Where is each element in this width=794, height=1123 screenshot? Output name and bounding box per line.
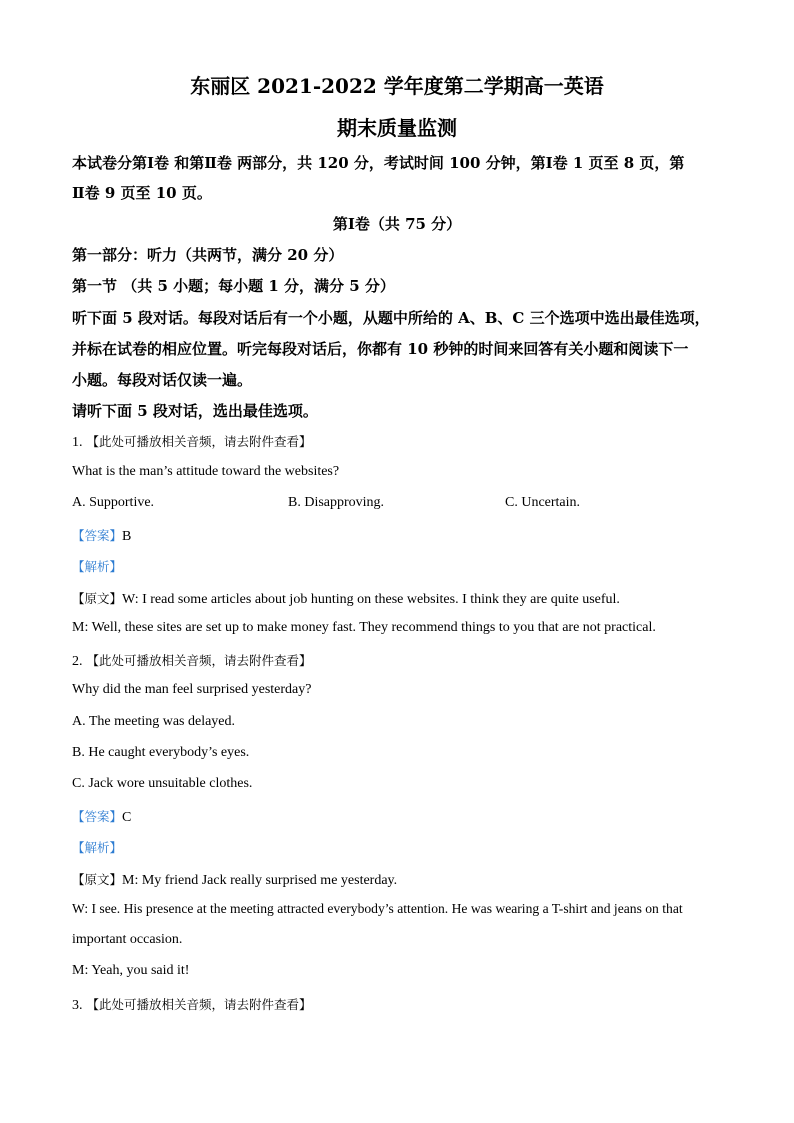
question-3-header [72,995,312,1014]
audio-note[interactable]: 【此处可播放相关音频，请去附件查看】 [86,434,312,449]
question-2-transcript-2: W: I see. His presence at the meeting attracted everybody’s attention. He was wearing a T-shirt and jeans on that [72,901,683,916]
question-number: 3. [72,998,83,1013]
instruction-line-1: 听下面 5 段对话。每段对话后有一个小题，从题中所给的 A、B、C 三个选项中选出最佳选项， [72,309,710,327]
question-number: 1. [72,435,83,450]
question-1-answer [72,526,131,545]
instruction-line-4: 请听下面 5 段对话，选出最佳选项。 [72,402,318,420]
page-title: 东丽区 2021-2022 学年度第二学期高一英语 [190,74,604,98]
question-2-option-a: A. The meeting was delayed. [72,714,236,729]
transcript-label: 【原文】 [72,591,123,606]
question-2-transcript-4: M: Yeah, you said it! [72,963,190,978]
analysis-label: 【解析】 [72,559,123,574]
answer-value: C [122,810,132,825]
question-1-analysis [72,557,122,576]
transcript-label: 【原文】 [72,872,123,887]
audio-note[interactable]: 【此处可播放相关音频，请去附件查看】 [86,653,312,668]
question-2-option-c: C. Jack wore unsuitable clothes. [72,776,253,791]
answer-label: 【答案】 [72,528,123,543]
question-2-transcript-1 [72,870,397,889]
question-1-transcript-2: M: Well, these sites are set up to make money fast. They recommend things to you that are not practical. [72,620,656,635]
audio-note[interactable]: 【此处可播放相关音频，请去附件查看】 [86,997,312,1012]
question-2-analysis [72,838,122,857]
page-subtitle: 期末质量监测 [337,116,457,140]
question-1-option-a: A. Supportive. [72,495,155,510]
transcript-text: M: My friend Jack really surprised me yesterday. [122,873,398,888]
instruction-line-2: 并标在试卷的相应位置。听完每段对话后，你都有 10 秒钟的时间来回答有关小题和阅读下一 [72,340,689,358]
question-1-option-c: C. Uncertain. [505,495,581,510]
intro-line-1: 本试卷分第Ⅰ卷 和第Ⅱ卷 两部分，共 120 分，考试时间 100 分钟，第Ⅰ卷 1 页至 8 页，第 [72,154,685,172]
question-2-answer [72,807,131,826]
question-2-transcript-3: important occasion. [72,932,183,947]
question-number: 2. [72,654,83,669]
question-1-option-b: B. Disapproving. [288,495,385,510]
answer-value: B [122,529,132,544]
question-1-text: What is the man’s attitude toward the websites? [72,464,340,479]
question-1-header [72,432,312,451]
question-2-option-b: B. He caught everybody’s eyes. [72,745,250,760]
transcript-text: W: I read some articles about job hunting on these websites. I think they are quite useful. [122,592,620,607]
question-2-header [72,651,312,670]
analysis-label: 【解析】 [72,840,123,855]
answer-label: 【答案】 [72,809,123,824]
intro-line-2: Ⅱ卷 9 页至 10 页。 [72,184,212,202]
instruction-line-3: 小题。每段对话仅读一遍。 [72,371,253,389]
question-1-transcript-1 [72,589,620,608]
section-title: 第Ⅰ卷（共 75 分） [332,215,462,233]
question-2-text: Why did the man feel surprised yesterday? [72,682,312,697]
section-heading: 第一节 （共 5 小题；每小题 1 分，满分 5 分） [72,277,395,295]
part-heading: 第一部分：听力（共两节，满分 20 分） [72,246,344,264]
